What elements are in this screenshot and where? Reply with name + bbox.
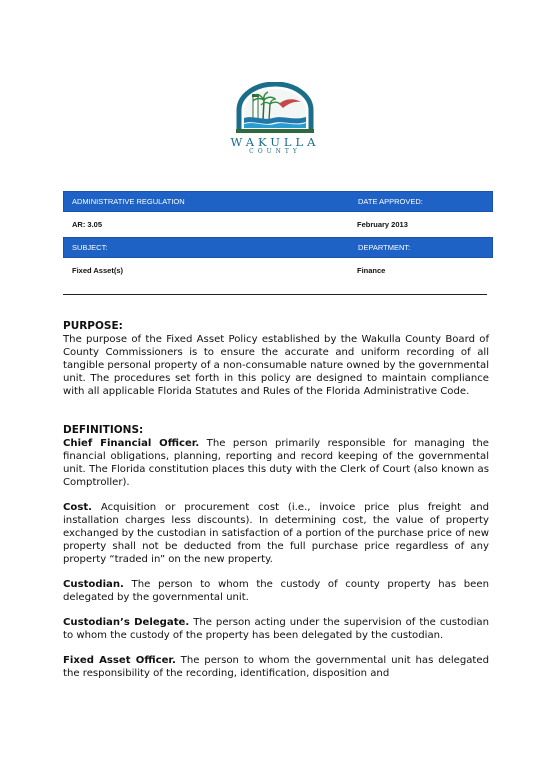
definition-item <box>63 501 489 566</box>
value-date-approved: February 2013 <box>357 220 408 229</box>
county-logo <box>220 82 330 172</box>
horizontal-divider <box>63 294 487 295</box>
definition-item <box>63 654 489 680</box>
definition-term: Cost. <box>63 502 93 513</box>
definition-item <box>63 578 489 604</box>
regulation-info-table <box>63 191 493 283</box>
definition-term: Custodian’s Delegate. <box>63 617 190 628</box>
logo-title: WAKULLA <box>230 135 320 149</box>
definition-term: Custodian. <box>63 579 124 590</box>
definition-text: The person to whom the governmental unit has delegated the responsibility of the recording, identification, disposition and <box>63 655 489 679</box>
definition-text: The person to whom the custody of county property has been delegated by the governmental unit. <box>63 579 489 603</box>
header-department: DEPARTMENT: <box>358 243 411 252</box>
table-header-row <box>63 237 493 258</box>
logo-subtitle: COUNTY <box>249 148 301 155</box>
value-department: Finance <box>357 266 386 275</box>
wakulla-emblem-icon <box>233 82 317 134</box>
header-subject: SUBJECT: <box>72 243 108 252</box>
definition-text: Acquisition or procurement cost (i.e., invoice price plus freight and installation charges less discounts). In determining cost, the value of property exchanged by the custodian in satisfaction of a portion of the purchase price of new property shall not be deducted from the full purchase price regardless of any property “traded in” on the new property. <box>63 502 489 565</box>
definition-term: Chief Financial Officer. <box>63 438 200 449</box>
definition-item <box>63 437 489 489</box>
purpose-text: The purpose of the Fixed Asset Policy established by the Wakulla County Board of County Commissioners is to ensure the accurate and uniform recording of all tangible personal property of a non-consumable nature owned by the governmental unit. The procedures set forth in this policy are designed to maintain compliance with all applicable Florida Statutes and Rules of the Florida Administrative Code. <box>63 334 489 397</box>
value-regulation-number: AR: 3.05 <box>72 220 103 229</box>
value-subject: Fixed Asset(s) <box>72 266 123 275</box>
table-value-row <box>63 212 493 237</box>
document-body <box>63 320 489 680</box>
header-date-approved: DATE APPROVED: <box>358 197 423 206</box>
header-admin-regulation: ADMINISTRATIVE REGULATION <box>72 197 185 206</box>
definition-item <box>63 616 489 642</box>
definition-text: The person primarily responsible for managing the financial obligations, planning, reporting and record keeping of the governmental unit. The Florida constitution places this duty with the Clerk of Court (also known as Comptroller). <box>63 438 489 488</box>
table-value-row <box>63 258 493 283</box>
definition-term: Fixed Asset Officer. <box>63 655 176 666</box>
purpose-heading: PURPOSE: <box>63 320 123 332</box>
definitions-heading: DEFINITIONS: <box>63 424 144 436</box>
definition-text: The person acting under the supervision of the custodian to whom the custody of the property has been delegated by the custodian. <box>63 617 489 641</box>
table-header-row <box>63 191 493 212</box>
